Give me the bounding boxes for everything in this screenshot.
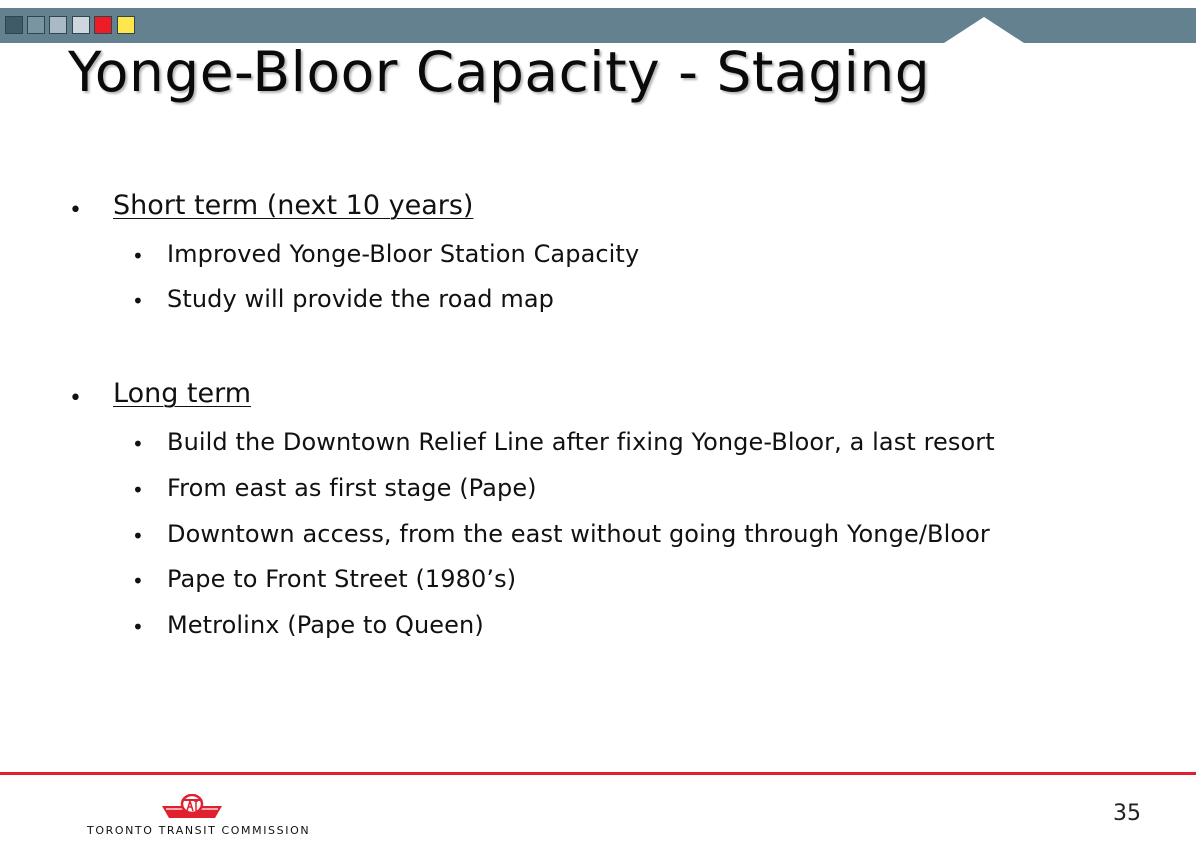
ttc-logo-icon	[160, 794, 224, 824]
bullet-icon: •	[132, 615, 144, 639]
header-square	[49, 16, 67, 34]
list-item: Study will provide the road map	[167, 285, 554, 313]
bullet-icon: •	[69, 198, 82, 223]
bullet-icon: •	[132, 289, 144, 313]
header-square	[117, 16, 135, 34]
header-notch	[944, 17, 1024, 43]
header-square	[94, 16, 112, 34]
header-square	[5, 16, 23, 34]
list-item: Metrolinx (Pape to Queen)	[167, 611, 484, 639]
header-square	[27, 16, 45, 34]
footer-divider	[0, 772, 1196, 775]
section-heading-long-term: Long term	[113, 378, 252, 409]
bullet-icon: •	[132, 569, 144, 593]
page-number: 35	[1113, 801, 1141, 826]
bullet-icon: •	[132, 244, 144, 268]
list-item: Build the Downtown Relief Line after fixing Yonge-Bloor, a last resort	[167, 428, 995, 456]
list-item: Downtown access, from the east without going through Yonge/Bloor	[167, 520, 990, 548]
slide-title: Yonge-Bloor Capacity - Staging	[68, 40, 931, 104]
bullet-icon: •	[132, 432, 144, 456]
section-heading-short-term: Short term (next 10 years)	[113, 190, 474, 221]
list-item: Improved Yonge-Bloor Station Capacity	[167, 240, 640, 268]
bullet-icon: •	[132, 478, 144, 502]
footer-organization: TORONTO TRANSIT COMMISSION	[87, 824, 311, 837]
bullet-icon: •	[69, 386, 82, 411]
bullet-icon: •	[132, 524, 144, 548]
header-square	[72, 16, 90, 34]
list-item: From east as first stage (Pape)	[167, 474, 537, 502]
list-item: Pape to Front Street (1980’s)	[167, 565, 517, 593]
